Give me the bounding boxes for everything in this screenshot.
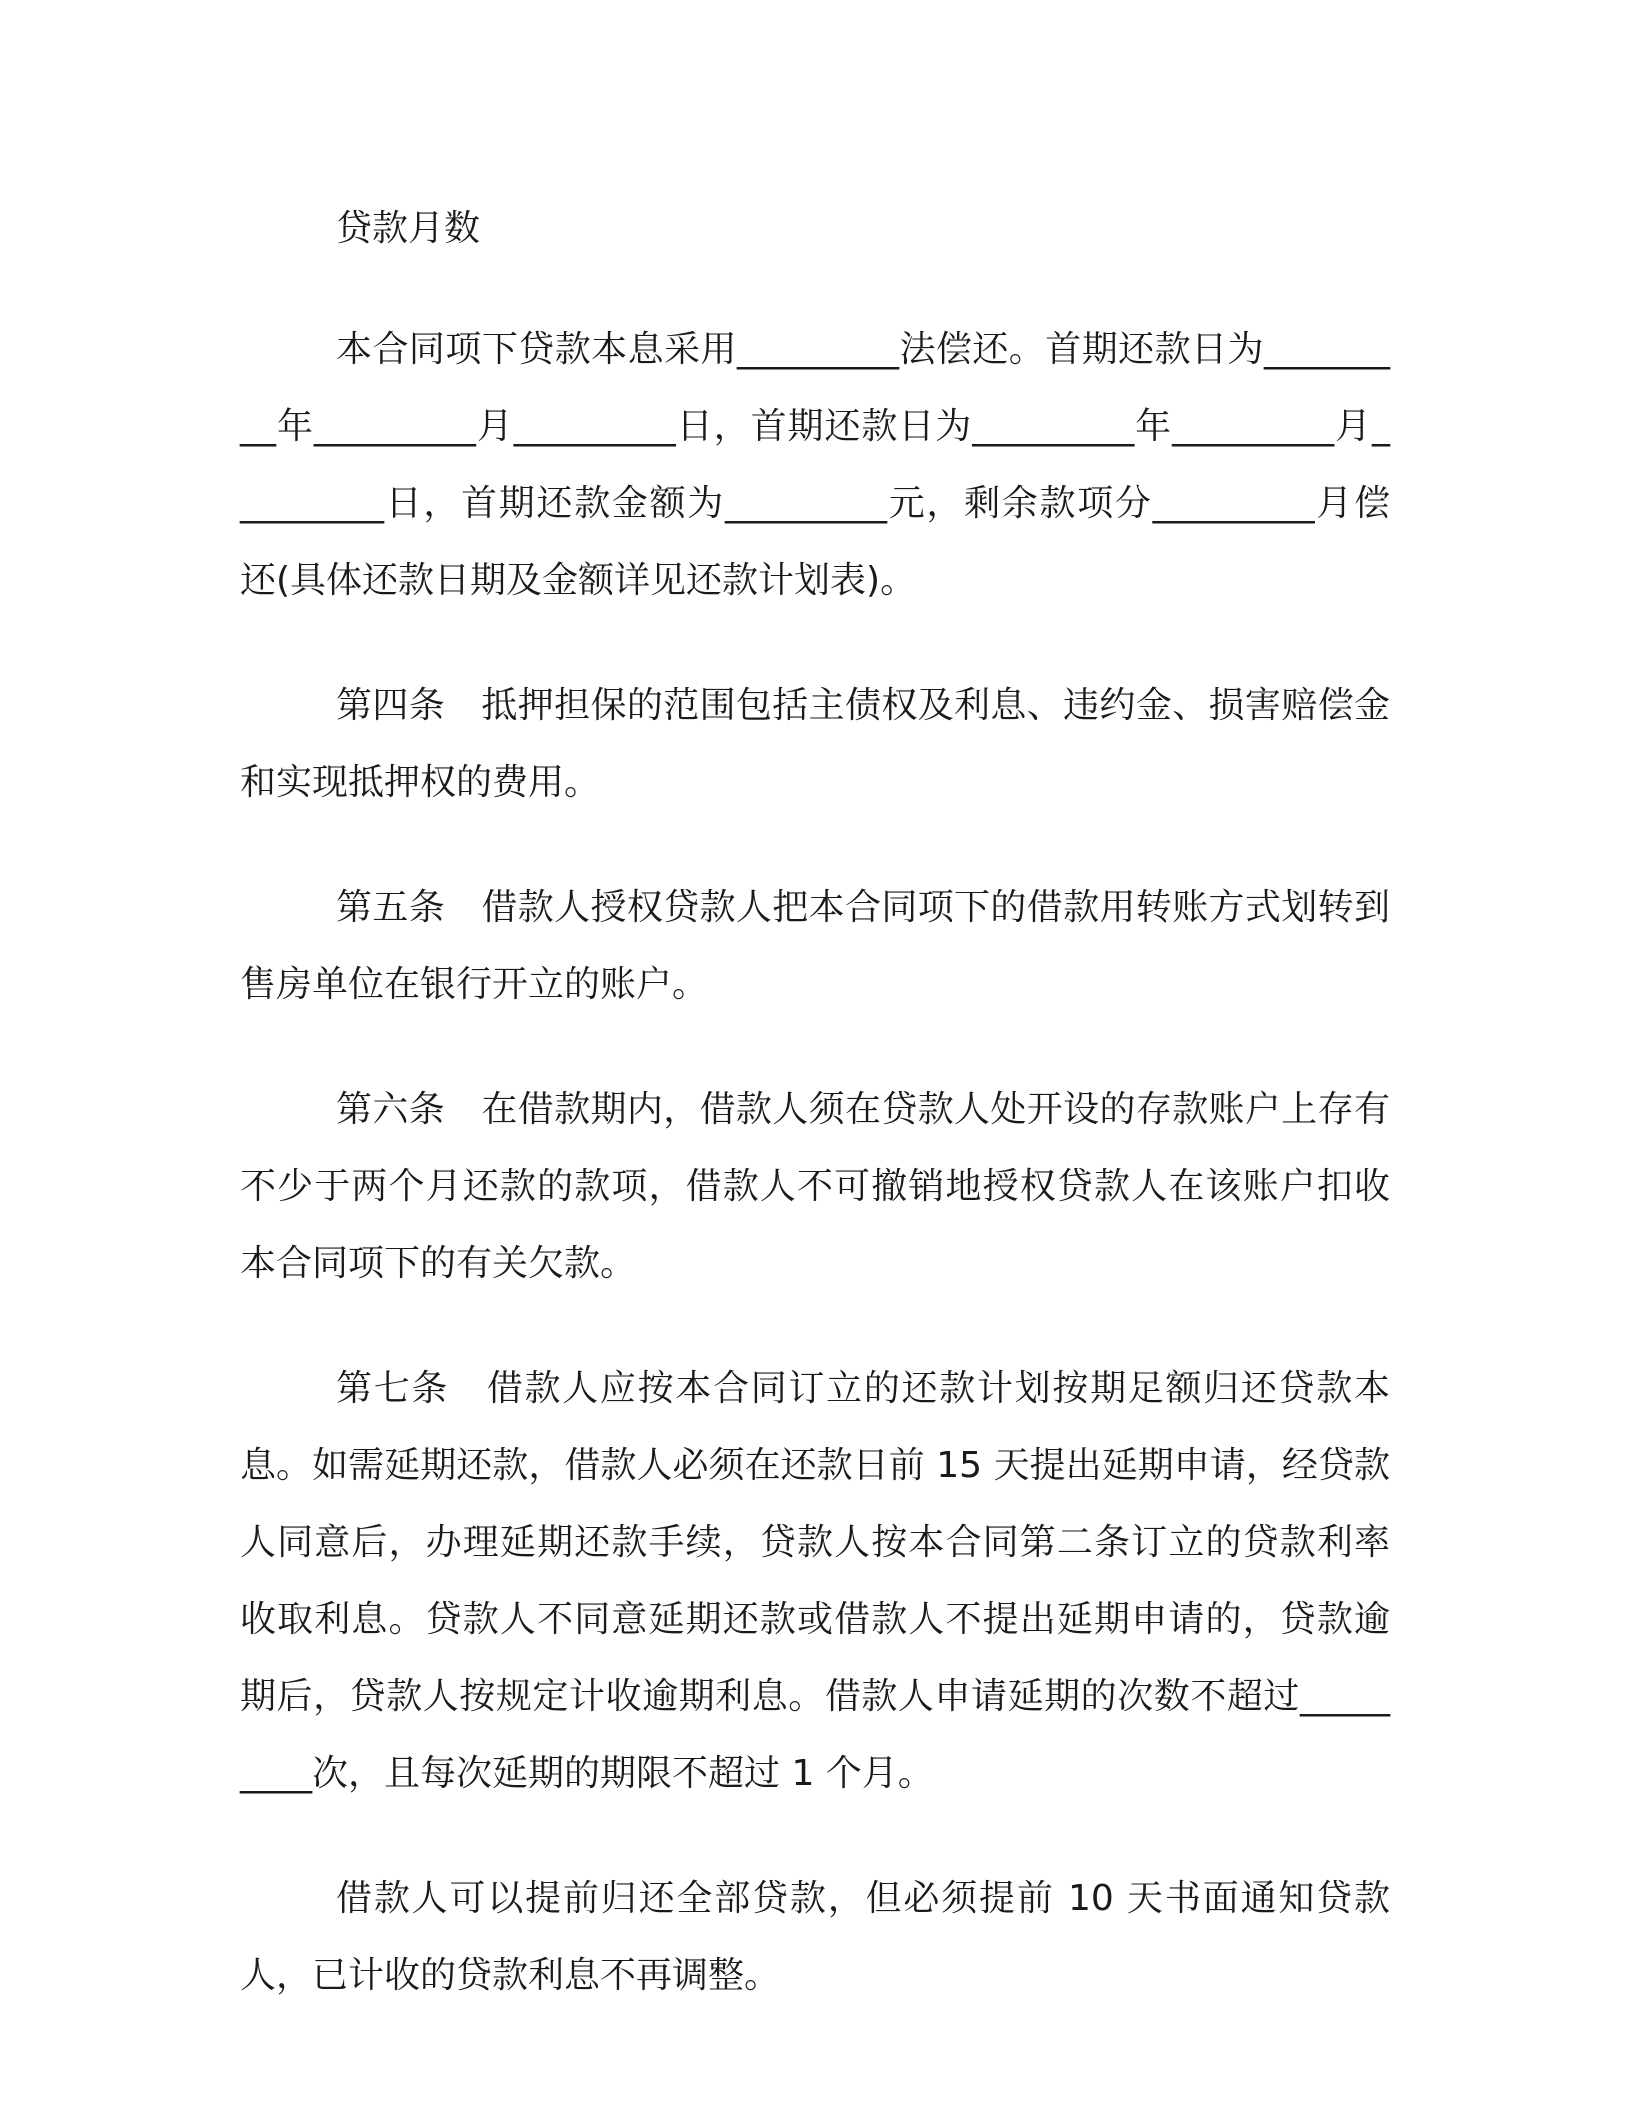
- paragraph-article-6: 第六条 在借款期内，借款人须在贷款人处开设的存款账户上存有不少于两个月还款的款项，借款人不可撤销地授权贷款人在该账户扣收本合同项下的有关欠款。: [240, 1089, 1390, 1284]
- paragraph-loan-months: 贷款月数: [336, 208, 481, 249]
- paragraph-repayment-method: 本合同项下贷款本息采用_________法偿还。首期还款日为_________年_________月_________日，首期还款日为_________年_________月_________日，首期还款金额为_________元，剩余款项分_________月偿还(具体还款日期及金额详见还款计划表)。: [240, 329, 1390, 601]
- paragraph-early-repayment: 借款人可以提前归还全部贷款，但必须提前 10 天书面通知贷款人，已计收的贷款利息不再调整。: [240, 1878, 1390, 1996]
- paragraph-article-5: 第五条 借款人授权贷款人把本合同项下的借款用转账方式划转到售房单位在银行开立的账户。: [240, 887, 1390, 1005]
- paragraph-article-4: 第四条 抵押担保的范围包括主债权及利息、违约金、损害赔偿金和实现抵押权的费用。: [240, 685, 1390, 803]
- document-page: [240, 190, 1390, 2062]
- paragraph-article-7: 第七条 借款人应按本合同订立的还款计划按期足额归还贷款本息。如需延期还款，借款人必须在还款日前 15 天提出延期申请，经贷款人同意后，办理延期还款手续，贷款人按本合同第二条订立的贷款利率收取利息。贷款人不同意延期还款或借款人不提出延期申请的，贷款逾期后，贷款人按规定计收逾期利息。借款人申请延期的次数不超过_________次，且每次延期的期限不超过 1 个月。: [240, 1368, 1390, 1794]
